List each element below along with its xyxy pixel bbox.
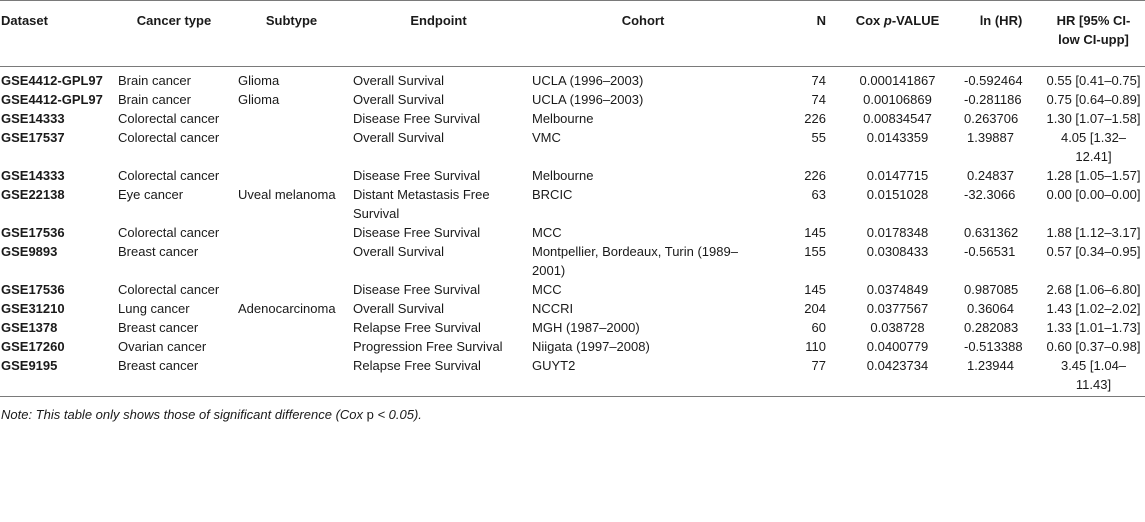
cell-endpoint: Relapse Free Survival <box>353 320 481 335</box>
cell-hr-ci: 0.00 [0.00–0.00] <box>1046 187 1141 202</box>
cell-n: 204 <box>804 301 826 316</box>
cell-dataset: GSE17537 <box>1 130 65 145</box>
cell-dataset: GSE17260 <box>1 339 65 354</box>
cell-cohort: GUYT2 <box>528 356 758 397</box>
table-body <box>0 67 1145 397</box>
cell-hr-ci: 2.68 [1.06–6.80] <box>1046 282 1141 297</box>
cell-n: 110 <box>805 339 826 354</box>
cell-cohort: UCLA (1996–2003) <box>532 73 644 88</box>
cell-ln-hr: 1.23944 <box>960 356 1042 397</box>
cell-cox-p: 0.0308433 <box>866 244 929 259</box>
cell-endpoint: Overall Survival <box>353 301 445 316</box>
cell-hr-ci: 4.05 [1.32–12.41] <box>1060 130 1127 164</box>
cell-subtype <box>234 280 349 299</box>
cell-ln-hr: -32.3066 <box>964 187 1016 202</box>
cell-n: 145 <box>804 225 826 240</box>
cell-cohort: MCC <box>532 225 562 240</box>
header-hr-ci: HR [95% CI-low CI-upp] <box>1042 1 1145 67</box>
cell-ln-hr: 1.39887 <box>967 130 1014 145</box>
table-row <box>0 166 1145 185</box>
cell-ln-hr: 0.24837 <box>967 168 1014 183</box>
cell-ln-hr: -0.56531 <box>964 244 1016 259</box>
cell-hr-ci: 1.28 [1.05–1.57] <box>1046 168 1141 183</box>
cell-cohort: UCLA (1996–2003) <box>532 92 644 107</box>
header-dataset: Dataset <box>0 1 114 67</box>
cell-cohort: Melbourne <box>532 111 594 126</box>
cell-cancer-type: Brain cancer <box>118 73 191 88</box>
cell-dataset: GSE17536 <box>1 225 65 240</box>
header-ln-hr: ln (HR) <box>960 1 1042 67</box>
header-endpoint: Endpoint <box>349 1 528 67</box>
note-p: p <box>366 407 374 422</box>
cell-endpoint: Disease Free Survival <box>353 111 481 126</box>
cell-hr-ci: 1.30 [1.07–1.58] <box>1046 111 1141 126</box>
cell-endpoint: Overall Survival <box>353 73 445 88</box>
cell-ln-hr: -0.281186 <box>964 92 1022 107</box>
note-suffix: < 0.05). <box>373 407 422 422</box>
header-cox-p-suffix: -VALUE <box>891 13 940 28</box>
cell-subtype <box>234 242 349 280</box>
cell-endpoint: Relapse Free Survival <box>349 356 528 397</box>
header-subtype: Subtype <box>234 1 349 67</box>
cell-hr-ci: 0.75 [0.64–0.89] <box>1046 92 1141 107</box>
cell-ln-hr: -0.592464 <box>964 73 1023 88</box>
cell-n: 77 <box>758 356 835 397</box>
cell-hr-ci: 1.43 [1.02–2.02] <box>1046 301 1141 316</box>
cell-endpoint: Overall Survival <box>353 244 445 259</box>
table-row <box>0 128 1145 166</box>
header-cox-p-italic: p <box>883 13 892 28</box>
cell-subtype <box>234 223 349 242</box>
cell-endpoint: Overall Survival <box>353 92 445 107</box>
cell-hr-ci: 1.33 [1.01–1.73] <box>1046 320 1141 335</box>
cell-cohort: MCC <box>532 282 562 297</box>
cell-dataset: GSE9893 <box>1 244 58 259</box>
cell-ln-hr: -0.513388 <box>964 339 1023 354</box>
cell-cohort: MGH (1987–2000) <box>532 320 640 335</box>
cell-hr-ci: 1.88 [1.12–3.17] <box>1046 225 1141 240</box>
cell-n: 55 <box>811 130 826 145</box>
table-row <box>0 109 1145 128</box>
cell-cohort: Melbourne <box>532 168 594 183</box>
table-row <box>0 223 1145 242</box>
cell-subtype <box>234 128 349 166</box>
cell-subtype <box>234 337 349 356</box>
cell-dataset: GSE1378 <box>1 320 58 335</box>
cell-dataset: GSE14333 <box>1 168 65 183</box>
cell-cancer-type: Ovarian cancer <box>118 339 207 354</box>
cell-hr-ci: 0.57 [0.34–0.95] <box>1046 244 1141 259</box>
header-cohort: Cohort <box>528 1 758 67</box>
cell-subtype <box>234 318 349 337</box>
table-header-row <box>0 1 1145 67</box>
cell-ln-hr: 0.263706 <box>964 111 1019 126</box>
table-row <box>0 318 1145 337</box>
cell-cox-p: 0.0423734 <box>835 356 960 397</box>
cell-cox-p: 0.0147715 <box>866 168 929 183</box>
cell-dataset: GSE31210 <box>1 301 65 316</box>
cell-subtype: Uveal melanoma <box>238 187 336 202</box>
cell-dataset: GSE17536 <box>1 282 65 297</box>
cell-endpoint: Disease Free Survival <box>353 282 481 297</box>
cell-ln-hr: 0.631362 <box>964 225 1019 240</box>
cell-n: 226 <box>804 168 826 183</box>
cell-cox-p: 0.038728 <box>870 320 925 335</box>
cell-cohort: Montpellier, Bordeaux, Turin (1989–2001) <box>532 244 738 278</box>
cell-cox-p: 0.0377567 <box>866 301 929 316</box>
header-cox-p-prefix: Cox <box>855 13 884 28</box>
table-row <box>0 356 1145 397</box>
cell-n: 74 <box>811 92 826 107</box>
cell-subtype: Glioma <box>238 73 280 88</box>
cell-cancer-type: Colorectal cancer <box>118 282 220 297</box>
cell-endpoint: Progression Free Survival <box>353 339 503 354</box>
table-row <box>0 337 1145 356</box>
cell-cox-p: 0.00834547 <box>863 111 932 126</box>
cell-cancer-type: Breast cancer <box>118 244 199 259</box>
cell-n: 60 <box>811 320 826 335</box>
cell-subtype <box>234 109 349 128</box>
cell-cox-p: 0.0178348 <box>866 225 929 240</box>
cell-subtype <box>234 356 349 397</box>
cell-hr-ci: 3.45 [1.04–11.43] <box>1042 356 1145 397</box>
cell-cox-p: 0.0400779 <box>866 339 929 354</box>
cell-subtype: Glioma <box>238 92 280 107</box>
cell-dataset: GSE22138 <box>1 187 65 202</box>
cell-n: 63 <box>811 187 826 202</box>
table-row <box>0 280 1145 299</box>
cell-cancer-type: Colorectal cancer <box>118 225 220 240</box>
table-row <box>0 90 1145 109</box>
cell-cox-p: 0.0374849 <box>866 282 929 297</box>
header-cox-p <box>835 1 960 67</box>
cell-cohort: Niigata (1997–2008) <box>532 339 650 354</box>
cell-endpoint: Disease Free Survival <box>353 168 481 183</box>
header-cancer-type: Cancer type <box>114 1 234 67</box>
cell-cancer-type: Colorectal cancer <box>118 130 220 145</box>
note-prefix: Note: This table only shows those of significant difference (Cox <box>1 407 367 422</box>
cell-dataset: GSE14333 <box>1 111 65 126</box>
table-row <box>0 185 1145 223</box>
cell-endpoint: Overall Survival <box>353 130 445 145</box>
cell-cancer-type: Breast cancer <box>118 320 199 335</box>
cell-cancer-type: Colorectal cancer <box>118 111 220 126</box>
cell-cancer-type: Brain cancer <box>118 92 191 107</box>
table-row <box>0 67 1145 91</box>
cell-subtype <box>234 166 349 185</box>
cell-cohort: VMC <box>532 130 561 145</box>
cell-cox-p: 0.0151028 <box>866 187 929 202</box>
table-row <box>0 299 1145 318</box>
cell-hr-ci: 0.60 [0.37–0.98] <box>1046 339 1141 354</box>
cell-cox-p: 0.0143359 <box>866 130 929 145</box>
cell-cohort: NCCRI <box>532 301 574 316</box>
table-row <box>0 242 1145 280</box>
cell-cohort: BRCIC <box>532 187 573 202</box>
cell-dataset: GSE4412-GPL97 <box>1 73 103 88</box>
cell-cox-p: 0.00106869 <box>863 92 932 107</box>
cell-cancer-type: Eye cancer <box>118 187 184 202</box>
cell-ln-hr: 0.36064 <box>967 301 1014 316</box>
cell-subtype: Adenocarcinoma <box>238 301 336 316</box>
cell-n: 226 <box>804 111 826 126</box>
cell-ln-hr: 0.987085 <box>964 282 1019 297</box>
cell-dataset: GSE4412-GPL97 <box>1 92 103 107</box>
cell-cancer-type: Colorectal cancer <box>118 168 220 183</box>
cell-cancer-type: Breast cancer <box>114 356 234 397</box>
cell-n: 145 <box>804 282 826 297</box>
table-note <box>0 407 1145 422</box>
cell-cox-p: 0.000141867 <box>859 73 936 88</box>
cell-dataset: GSE9195 <box>0 356 114 397</box>
cell-hr-ci: 0.55 [0.41–0.75] <box>1046 73 1141 88</box>
cell-n: 155 <box>804 244 826 259</box>
cell-cancer-type: Lung cancer <box>118 301 190 316</box>
cell-endpoint: Disease Free Survival <box>353 225 481 240</box>
cell-n: 74 <box>811 73 826 88</box>
header-n: N <box>758 1 835 67</box>
cell-ln-hr: 0.282083 <box>964 320 1019 335</box>
cell-endpoint: Distant Metastasis Free Survival <box>353 187 490 221</box>
